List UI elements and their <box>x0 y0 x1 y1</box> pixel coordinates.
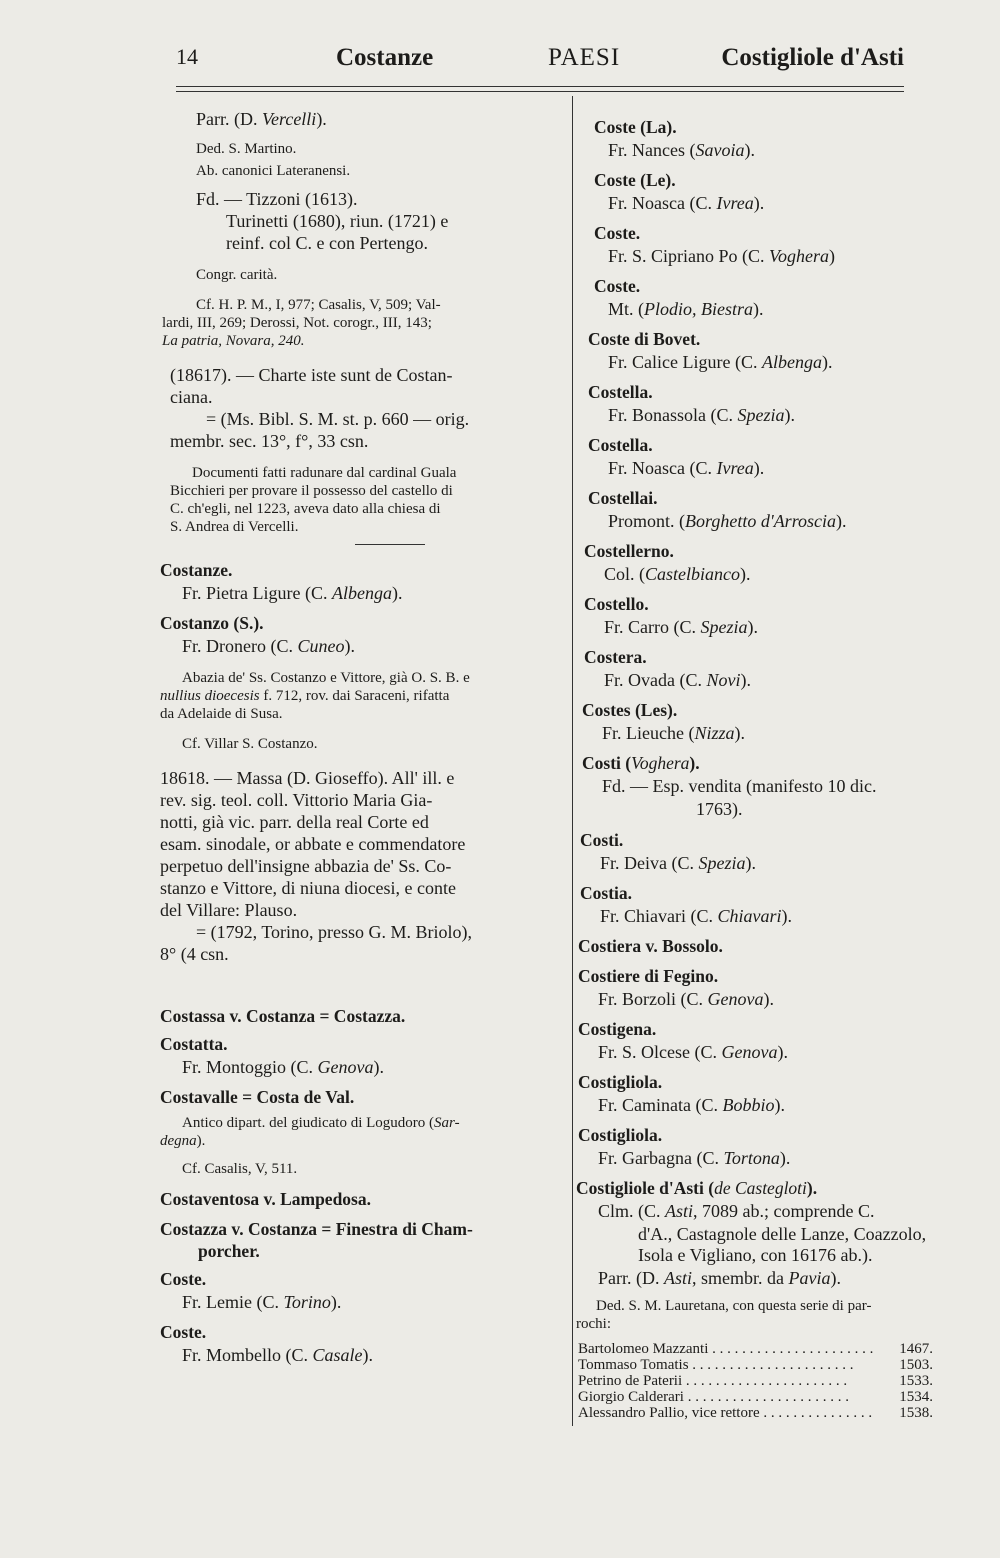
fd-line-1: Fd. — Tizzoni (1613). <box>196 189 358 209</box>
entry-detail: Fr. Nances (Savoia). <box>608 140 755 160</box>
entry-costes-les <box>576 699 981 746</box>
entry-heading: Coste. <box>594 223 641 243</box>
doc18618-line-8: = (1792, Torino, presso G. M. Briolo), <box>196 922 473 942</box>
entry-heading: Costatta. <box>160 1034 228 1054</box>
priest-list <box>576 1341 981 1421</box>
entry-costanze <box>160 559 562 606</box>
right-column <box>576 116 981 1427</box>
costanzo-cf: Cf. Villar S. Costanzo. <box>182 736 318 752</box>
entry-costigliole-d-asti <box>576 1177 981 1421</box>
header-rule-thin <box>176 91 904 92</box>
doc18617-note-1: Documenti fatti radunare dal cardinal Guala <box>192 465 457 481</box>
entry-costanzo <box>160 612 562 753</box>
costazza-line-1: Costazza v. Costanza = Finestra di Cham- <box>160 1219 473 1239</box>
entry-heading: Costia. <box>580 883 633 903</box>
entry-heading: Coste. <box>594 276 641 296</box>
entry-heading: Costigena. <box>578 1019 657 1039</box>
entry-heading: Costella. <box>588 435 653 455</box>
doc18618-line-6: stanzo e Vittore, di niuna diocesi, e conte <box>160 878 456 898</box>
entry-costellerno <box>576 540 981 587</box>
entry-detail: Fr. Chiavari (C. Chiavari). <box>600 906 793 926</box>
doc18618-line-2: rev. sig. teol. coll. Vittorio Maria Gia- <box>160 790 433 810</box>
list-item: Giorgio Calderari . . . 1534. <box>576 1389 981 1405</box>
doc18617-line-3: = (Ms. Bibl. S. M. st. p. 660 — orig. <box>206 409 470 429</box>
entry-costiere-di-fegino <box>576 965 981 1012</box>
header-center-title: PAESI <box>548 44 621 71</box>
entry-heading: Costigliola. <box>578 1125 663 1145</box>
costavalle-cf: Cf. Casalis, V, 511. <box>182 1161 298 1177</box>
entry-detail: Fr. Caminata (C. Bobbio). <box>598 1095 785 1115</box>
entry-heading: Coste (Le). <box>594 170 676 190</box>
entry-costello <box>576 593 981 640</box>
entry-detail: Fr. Calice Ligure (C. Albenga). <box>608 352 833 372</box>
doc18617-line-4: membr. sec. 13°, f°, 33 csn. <box>170 431 369 451</box>
entry-detail: Fr. Deiva (C. Spezia). <box>600 853 756 873</box>
clm-line-3: Isola e Vigliano, con 16176 ab.). <box>638 1245 873 1265</box>
doc18617-note-4: S. Andrea di Vercelli. <box>170 519 299 535</box>
costanzo-note-1: Abazia de' Ss. Costanzo e Vittore, già O. S. B. e <box>182 670 470 686</box>
clm-line-2: d'A., Castagnole delle Lanze, Coazzolo, <box>638 1224 927 1244</box>
list-item: Alessandro Pallio, vice rettore . . . 1538. <box>576 1405 981 1421</box>
doc18617-note-3: C. ch'egli, nel 1223, aveva dato alla chiesa di <box>170 501 441 517</box>
parr-line: Parr. (D. Asti, smembr. da Pavia). <box>598 1268 842 1288</box>
cf-line-3: La patria, Novara, 240. <box>162 333 305 349</box>
entry-costavalle <box>160 1086 562 1178</box>
entry-heading: Costanzo (S.). <box>160 613 264 633</box>
doc18618-line-5: perpetuo dell'insigne abbazia de' Ss. Co- <box>160 856 452 876</box>
doc18618-line-1: 18618. — Massa (D. Gioseffo). All' ill. e <box>160 768 455 788</box>
entry-coste-lemie <box>160 1268 562 1315</box>
costavalle-note-2: degna). <box>160 1133 206 1149</box>
congr-line: Congr. carità. <box>196 267 278 283</box>
entry-detail: Fr. Dronero (C. Cuneo). <box>182 636 355 656</box>
entry-costi-voghera <box>576 752 981 819</box>
entry-heading: Coste di Bovet. <box>588 329 701 349</box>
entry-detail: Fr. Pietra Ligure (C. Albenga). <box>182 583 403 603</box>
entry-costi-deiva <box>576 829 981 876</box>
list-item: Petrino de Paterii . . . 1533. <box>576 1373 981 1389</box>
doc18617-note-2: Bicchieri per provare il possesso del castello di <box>170 483 453 499</box>
entry-heading: Coste (La). <box>594 117 677 137</box>
entry-heading: Coste. <box>160 1322 207 1342</box>
entry-heading: Costes (Les). <box>582 700 678 720</box>
entry-detail: Fr. Bonassola (C. Spezia). <box>608 405 796 425</box>
entry-costella-noasca <box>576 434 981 481</box>
costanzo-note-3: da Adelaide di Susa. <box>160 706 283 722</box>
doc18618-line-3: notti, già vic. parr. della real Corte ed <box>160 812 429 832</box>
page-header <box>176 44 904 88</box>
entry-costanza-continued <box>160 106 562 350</box>
entry-coste-di-bovet <box>576 328 981 375</box>
entry-detail: Fr. Ovada (C. Novi). <box>604 670 751 690</box>
entry-costiera: Costiera v. Bossolo. <box>578 936 723 956</box>
entry-detail: Col. (Castelbianco). <box>604 564 751 584</box>
entry-coste-le <box>576 169 981 216</box>
entry-costigliola-caminata <box>576 1071 981 1118</box>
entry-heading: Costanze. <box>160 560 233 580</box>
entry-18617 <box>160 364 562 536</box>
costavalle-note-1: Antico dipart. del giudicato di Logudoro (Sar- <box>182 1115 460 1131</box>
entry-costigliola-garbagna <box>576 1124 981 1171</box>
entry-costellai <box>576 487 981 534</box>
header-rule <box>176 86 904 87</box>
entry-detail: Fr. Lemie (C. Torino). <box>182 1292 342 1312</box>
costazza-line-2: porcher. <box>198 1241 260 1261</box>
costi-fd-2: 1763). <box>696 799 743 819</box>
entry-heading: Costella. <box>588 382 653 402</box>
entry-detail: Fr. Mombello (C. Casale). <box>182 1345 374 1365</box>
doc18618-line-7: del Villare: Plauso. <box>160 900 298 920</box>
entry-costera <box>576 646 981 693</box>
header-left-title: Costanze <box>336 44 434 71</box>
entry-detail: Fr. Carro (C. Spezia). <box>604 617 758 637</box>
fd-line-3: reinf. col C. e con Pertengo. <box>226 233 428 253</box>
entry-heading: Costi. <box>580 830 624 850</box>
entry-18618 <box>160 767 562 965</box>
entry-costaventosa: Costaventosa v. Lampedosa. <box>160 1189 371 1209</box>
entry-heading: Costigliola. <box>578 1072 663 1092</box>
entry-heading: Costellerno. <box>584 541 674 561</box>
doc18618-line-4: esam. sinodale, or abbate e commendatore <box>160 834 466 854</box>
entry-heading: Costiere di Fegino. <box>578 966 719 986</box>
ded-line: Ded. S. Martino. <box>196 141 297 157</box>
entry-detail: Mt. (Plodio, Biestra). <box>608 299 764 319</box>
entry-heading: Costello. <box>584 594 649 614</box>
entry-detail: Fr. S. Cipriano Po (C. Voghera) <box>608 246 836 266</box>
entry-coste-mombello <box>160 1321 562 1368</box>
column-divider <box>572 96 573 1426</box>
entry-detail: Fr. S. Olcese (C. Genova). <box>598 1042 788 1062</box>
ded-line-2: rochi: <box>576 1316 611 1332</box>
entry-coste-la <box>576 116 981 163</box>
entry-heading: Costera. <box>584 647 647 667</box>
cf-line-2: lardi, III, 269; Derossi, Not. corogr., III, 143; <box>162 315 432 331</box>
entry-coste-plodio <box>576 275 981 322</box>
entry-detail: Promont. (Borghetto d'Arroscia). <box>608 511 847 531</box>
ab-line: Ab. canonici Lateranensi. <box>196 163 351 179</box>
doc18618-line-9: 8° (4 csn. <box>160 944 229 964</box>
entry-detail: Fr. Noasca (C. Ivrea). <box>608 193 765 213</box>
costi-fd-1: Fd. — Esp. vendita (manifesto 10 dic. <box>602 776 877 796</box>
separator <box>355 544 425 545</box>
left-column <box>160 106 562 1374</box>
entry-coste-cipriano <box>576 222 981 269</box>
entry-costazza <box>160 1218 562 1262</box>
entry-costia <box>576 882 981 929</box>
entry-detail: Fr. Noasca (C. Ivrea). <box>608 458 765 478</box>
entry-heading: Coste. <box>160 1269 207 1289</box>
entry-costella-bonassola <box>576 381 981 428</box>
entry-heading: Costi (Voghera). <box>582 753 700 773</box>
entry-costassa: Costassa v. Costanza = Costazza. <box>160 1006 406 1026</box>
entry-heading: Costigliole d'Asti (de Castegloti). <box>576 1178 818 1198</box>
list-item: Tommaso Tomatis . . . 1503. <box>576 1357 981 1373</box>
entry-costatta <box>160 1033 562 1080</box>
fd-line-2: Turinetti (1680), riun. (1721) e <box>226 211 449 231</box>
entry-detail: Fr. Garbagna (C. Tortona). <box>598 1148 791 1168</box>
list-item: Bartolomeo Mazzanti . . . 1467. <box>576 1341 981 1357</box>
header-right-title: Costigliole d'Asti <box>721 44 904 71</box>
entry-detail: Fr. Borzoli (C. Genova). <box>598 989 774 1009</box>
page-number: 14 <box>176 44 198 69</box>
costanzo-note-2: nullius dioecesis f. 712, rov. dai Saraceni, rifatta <box>160 688 450 704</box>
entry-heading: Costavalle = Costa de Val. <box>160 1087 355 1107</box>
entry-costigena <box>576 1018 981 1065</box>
cf-line-1: Cf. H. P. M., I, 977; Casalis, V, 509; Val- <box>196 297 441 313</box>
doc18617-line-1: (18617). — Charte iste sunt de Costan- <box>170 365 453 385</box>
ded-line-1: Ded. S. M. Lauretana, con questa serie di par- <box>596 1298 872 1314</box>
entry-detail: Fr. Montoggio (C. Genova). <box>182 1057 385 1077</box>
entry-detail: Fr. Lieuche (Nizza). <box>602 723 746 743</box>
entry-heading: Costellai. <box>588 488 658 508</box>
parr-line: Parr. (D. Vercelli). <box>196 109 327 129</box>
clm-line-1: Clm. (C. Asti, 7089 ab.; comprende C. <box>598 1201 875 1221</box>
doc18617-line-2: ciana. <box>170 387 213 407</box>
